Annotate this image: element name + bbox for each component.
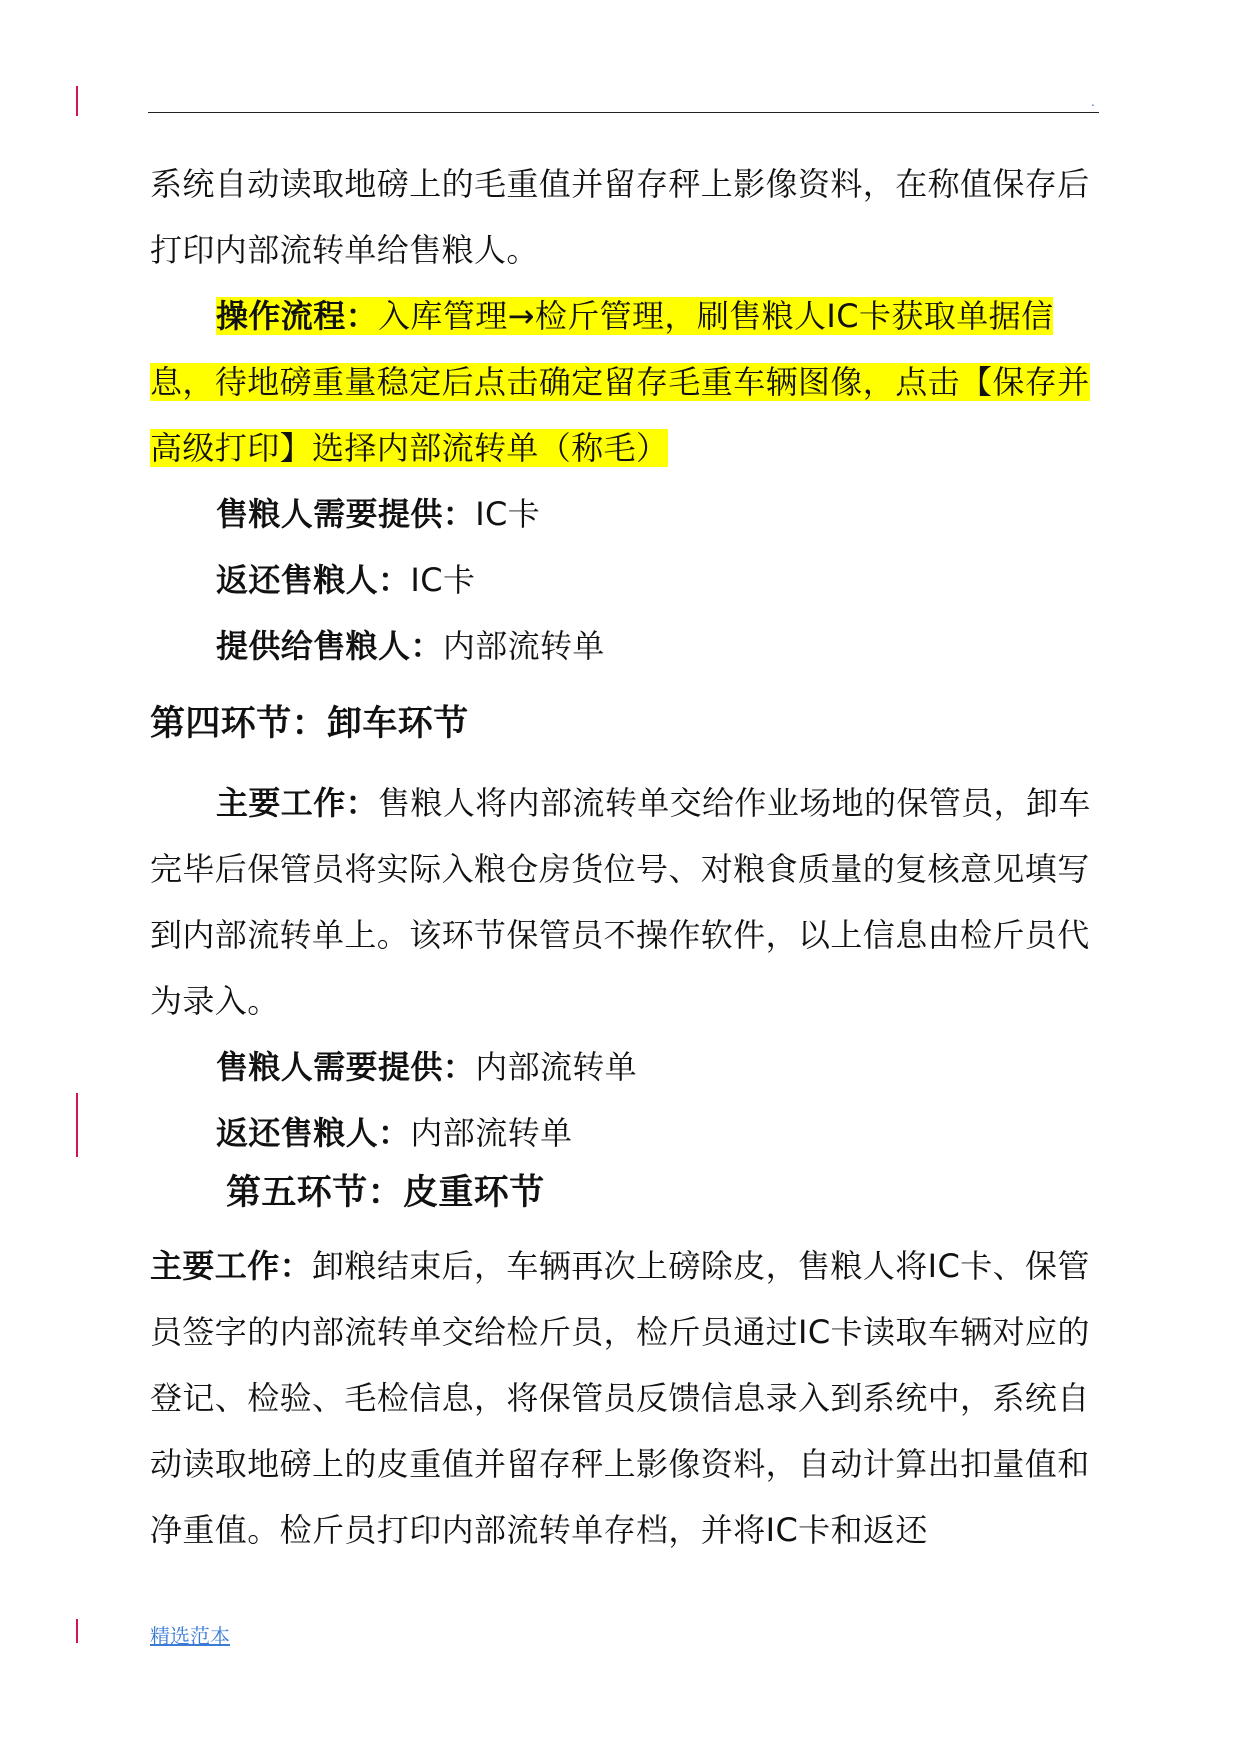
paragraph-text: 卸粮结束后，车辆再次上磅除皮，售粮人将IC卡、保管员签字的内部流转单交给检斤员，检斤员通过IC卡读取车辆对应的登记、检验、毛检信息，将保管员反馈信息录入到系统中，系统自动读取地磅上的皮重值并留存秤上影像资料，自动计算出扣量值和净重值。检斤员打印内部流转单存档，并将IC卡和返还 [150, 1247, 1090, 1549]
paragraph [150, 1100, 1100, 1166]
margin-revision-mark [76, 1093, 78, 1157]
paragraph: 系统自动读取地磅上的毛重值并留存秤上影像资料，在称值保存后打印内部流转单给售粮人。 [150, 165, 1090, 269]
paragraph [150, 547, 1100, 613]
section-heading-5: 第五环节：皮重环节 [226, 1173, 545, 1213]
field-value: 内部流转单 [475, 1048, 638, 1086]
field-value: IC卡 [475, 495, 541, 533]
field-label: 主要工作： [216, 784, 379, 822]
field-label: 主要工作： [150, 1247, 313, 1285]
operation-flow-paragraph [150, 283, 1100, 481]
field-label: 返还售粮人： [216, 561, 411, 599]
paragraph [150, 1034, 1100, 1100]
paragraph [150, 770, 1100, 1034]
operation-flow-label: 操作流程： [216, 297, 379, 335]
field-value: 内部流转单 [442, 627, 605, 665]
operation-flow-text: 入库管理→检斤管理，刷售粮人IC卡获取单据信息，待地磅重量稳定后点击确定留存毛重车辆图像，点击【保存并高级打印】选择内部流转单（称毛） [150, 297, 1090, 467]
section-heading-4: 第四环节：卸车环节 [150, 704, 469, 744]
margin-revision-mark [76, 86, 78, 116]
field-value: IC卡 [410, 561, 476, 599]
margin-revision-mark [76, 1619, 78, 1643]
footer-link[interactable]: 精选范本 [150, 1624, 230, 1648]
paragraph-text: 售粮人将内部流转单交给作业场地的保管员，卸车完毕后保管员将实际入粮仓房货位号、对粮食质量的复核意见填写到内部流转单上。该环节保管员不操作软件，以上信息由检斤员代为录入。 [150, 784, 1091, 1020]
field-label: 售粮人需要提供： [216, 1048, 476, 1086]
paragraph [150, 1233, 1100, 1563]
paragraph [150, 613, 1100, 679]
field-label: 返还售粮人： [216, 1114, 411, 1152]
highlighted-text [150, 297, 1090, 467]
header-rule [148, 112, 1099, 113]
field-label: 售粮人需要提供： [216, 495, 476, 533]
paragraph [150, 481, 1100, 547]
document-body [150, 151, 1100, 1563]
field-label: 提供给售粮人： [216, 627, 443, 665]
header-mark: . [1091, 95, 1095, 109]
field-value: 内部流转单 [410, 1114, 573, 1152]
